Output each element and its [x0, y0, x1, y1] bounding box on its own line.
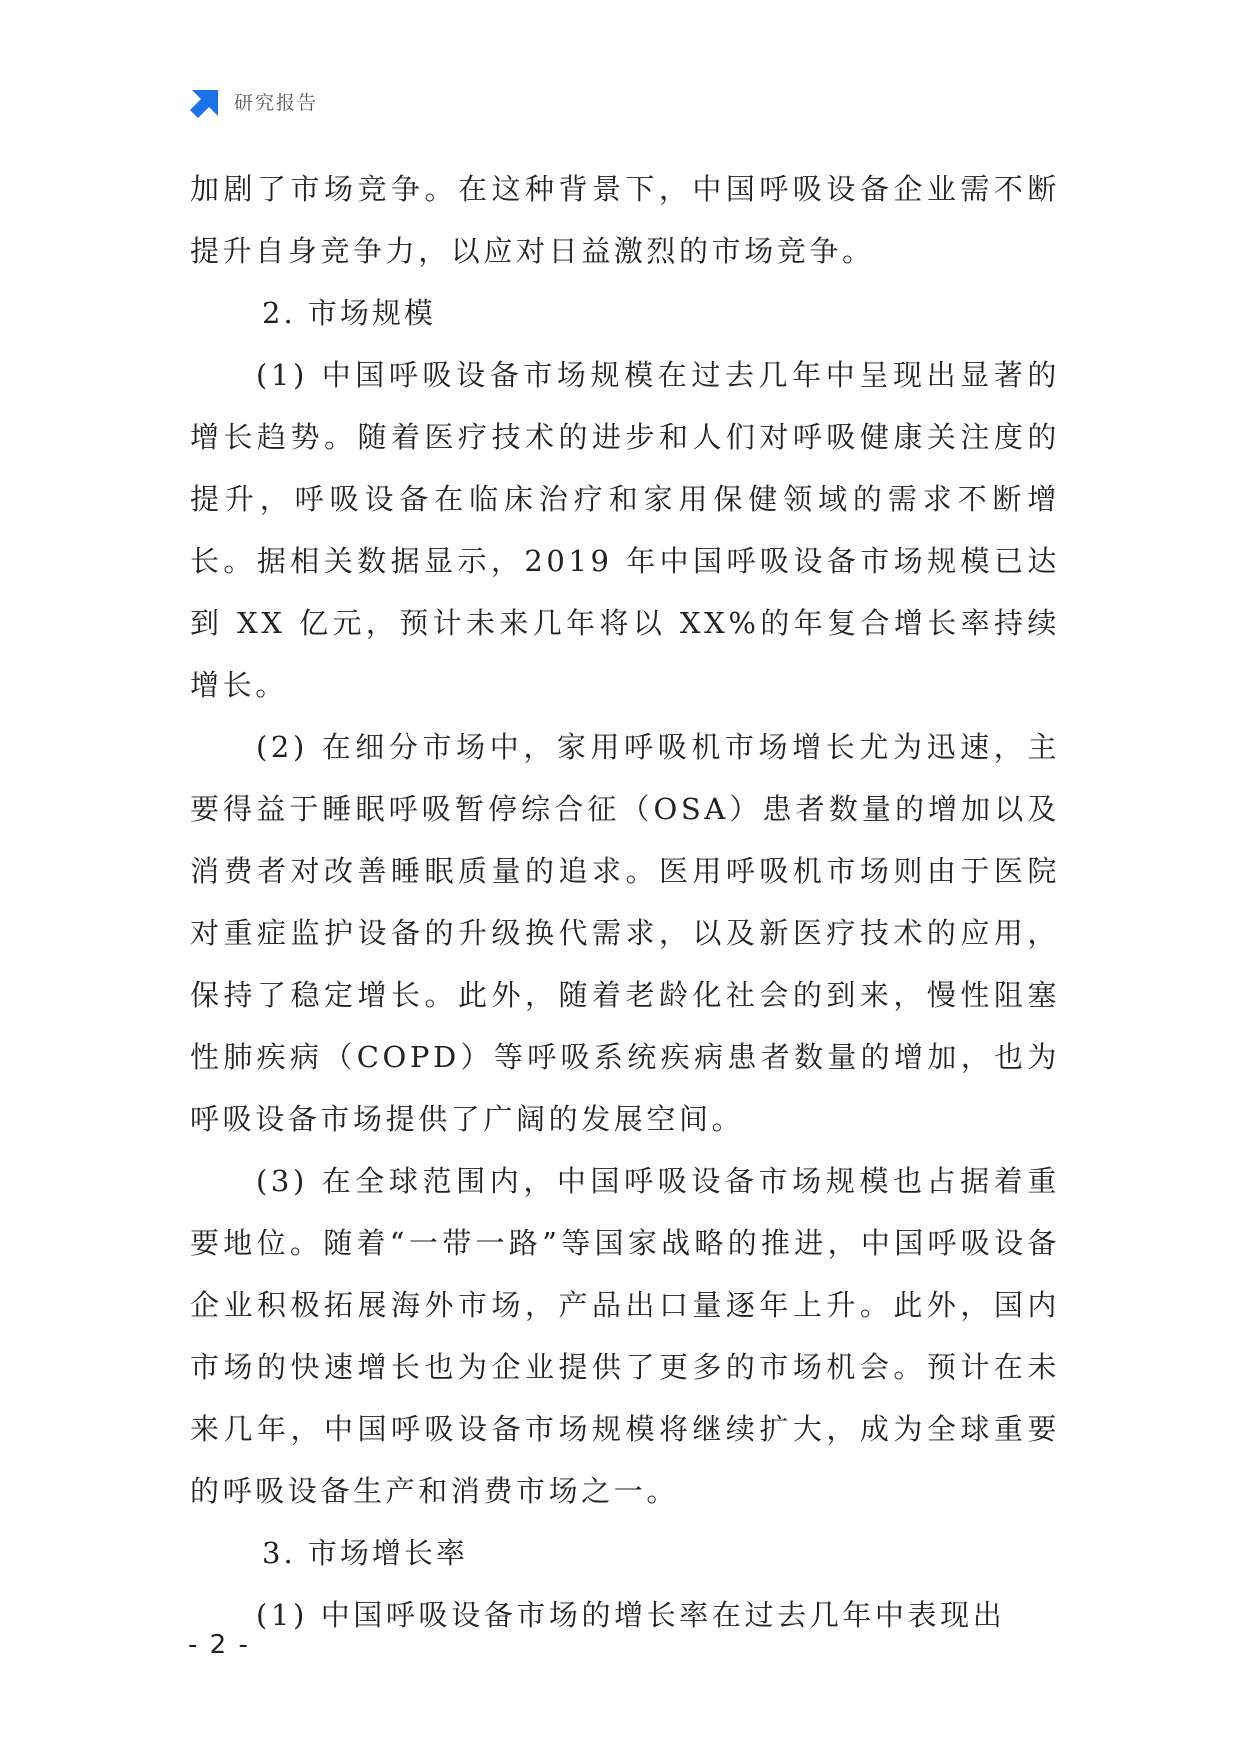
arrow-up-right-logo-icon	[188, 86, 222, 120]
paragraph-market-size-3: (3) 在全球范围内，中国呼吸设备市场规模也占据着重要地位。随着“一带一路”等国家战略的推进，中国呼吸设备企业积极拓展海外市场，产品出口量逐年上升。此外，国内市场的快速增长也为企业提供了更多的市场机会。预计在未来几年，中国呼吸设备市场规模将继续扩大，成为全球重要的呼吸设备生产和消费市场之一。	[190, 1164, 1060, 1508]
header-title: 研究报告	[234, 92, 319, 114]
paragraph-market-size-1: (1) 中国呼吸设备市场规模在过去几年中呈现出显著的增长趋势。随着医疗技术的进步和人们对呼吸健康关注度的提升，呼吸设备在临床治疗和家用保健领域的需求不断增长。据相关数据显示，2019 年中国呼吸设备市场规模已达到 XX 亿元，预计未来几年将以 XX%的年复合增长率持续增长。	[190, 358, 1060, 702]
paragraph-market-size-2: (2) 在细分市场中，家用呼吸机市场增长尤为迅速，主要得益于睡眠呼吸暂停综合征（OSA）患者数量的增加以及消费者对改善睡眠质量的追求。医用呼吸机市场则由于医院对重症监护设备的升级换代需求，以及新医疗技术的应用，保持了稳定增长。此外，随着老龄化社会的到来，慢性阻塞性肺疾病（COPD）等呼吸系统疾病患者数量的增加，也为呼吸设备市场提供了广阔的发展空间。	[190, 730, 1060, 1136]
section-heading-market-size: 2. 市场规模	[262, 296, 436, 330]
page-number: - 2 -	[188, 1630, 250, 1660]
section-heading-growth-rate: 3. 市场增长率	[262, 1536, 468, 1570]
report-header	[188, 86, 318, 120]
document-body	[190, 158, 1060, 1646]
paragraph-continued: 加剧了市场竞争。在这种背景下，中国呼吸设备企业需不断提升自身竞争力，以应对日益激烈的市场竞争。	[190, 172, 1060, 268]
paragraph-growth-rate-1: (1) 中国呼吸设备市场的增长率在过去几年中表现出	[256, 1598, 1006, 1632]
